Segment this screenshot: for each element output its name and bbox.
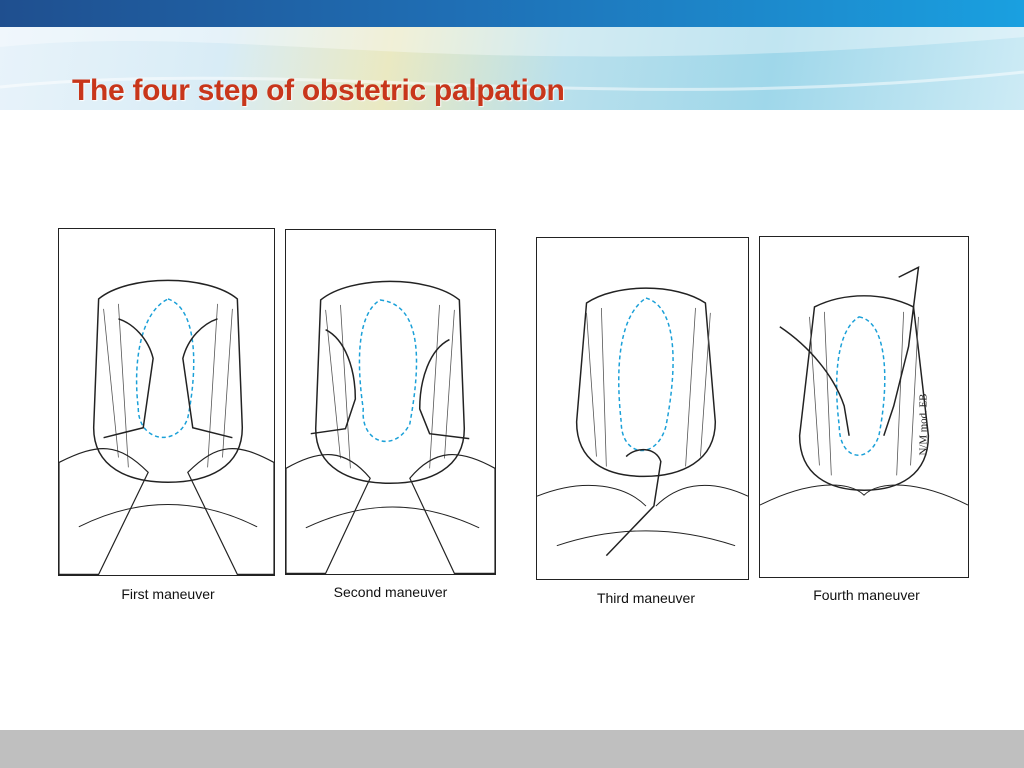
illustrator-signature: N/M mod. EB xyxy=(917,393,930,456)
third-maneuver-illustration xyxy=(537,238,748,579)
top-bar xyxy=(0,0,1024,27)
figure-fourth-maneuver xyxy=(759,236,969,578)
second-maneuver-illustration xyxy=(286,230,495,574)
footer-bar xyxy=(0,730,1024,768)
figure-third-maneuver xyxy=(536,237,749,580)
caption-first-maneuver: First maneuver xyxy=(121,586,215,602)
caption-fourth-maneuver: Fourth maneuver xyxy=(813,587,920,603)
caption-second-maneuver: Second maneuver xyxy=(333,584,448,600)
figure-first-maneuver xyxy=(58,228,275,576)
figure-second-maneuver xyxy=(285,229,496,575)
caption-third-maneuver: Third maneuver xyxy=(596,590,696,606)
slide-title: The four step of obstetric palpation xyxy=(72,74,565,107)
fourth-maneuver-illustration xyxy=(760,237,968,577)
first-maneuver-illustration xyxy=(59,229,274,575)
